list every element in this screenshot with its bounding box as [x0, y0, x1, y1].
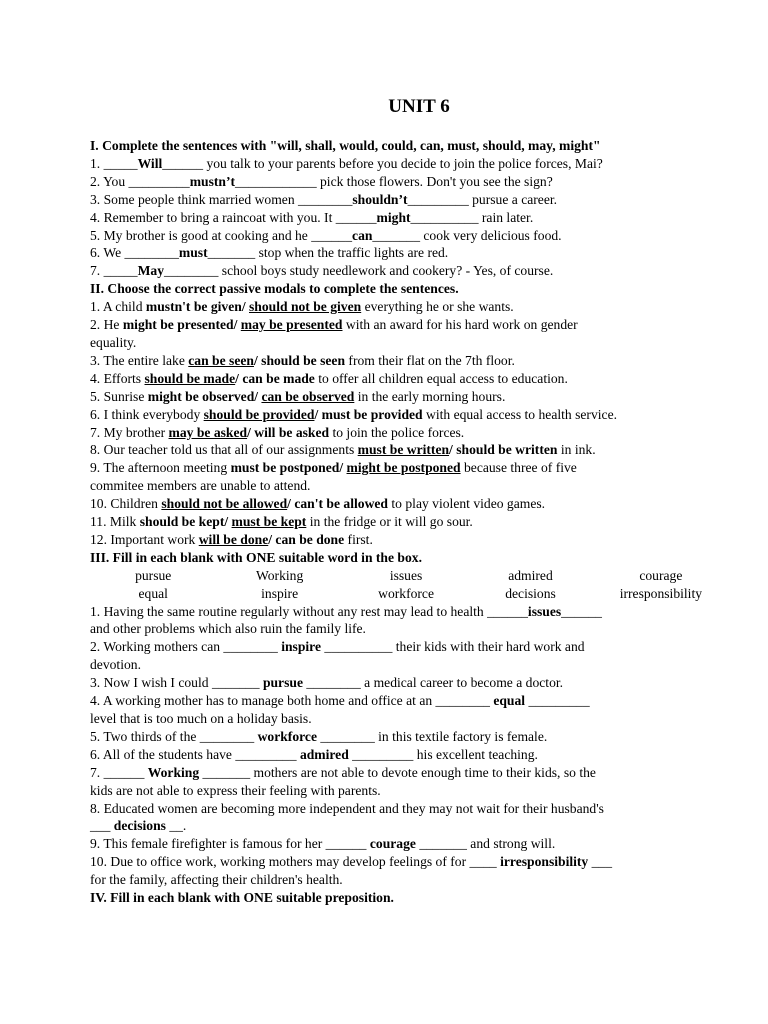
exercise-3-item: [90, 638, 730, 656]
item-text: 5. Sunrise: [90, 388, 148, 404]
word-box-word: issues: [389, 567, 423, 583]
exercise-3-item: [90, 656, 730, 674]
item-text: 9. This female firefighter is famous for her ______: [90, 836, 370, 852]
item-text: 12. Important work: [90, 531, 199, 547]
section-2-items: [90, 298, 730, 549]
item-text: 11. Milk: [90, 514, 140, 530]
exercise-3-item: [90, 692, 730, 710]
unit-title: UNIT 6: [388, 96, 450, 117]
item-text: ___: [588, 854, 613, 870]
option: should be written: [456, 442, 558, 458]
exercise-2-item: [90, 334, 730, 352]
exercise-2-item: [90, 495, 730, 513]
word-box-word: Working: [256, 567, 304, 583]
item-text: 4. A working mother has to manage both home and office at an ________: [90, 693, 494, 709]
word-box-word: inspire: [261, 585, 299, 601]
item-text: devotion.: [90, 657, 141, 673]
item-text: 1. Having the same routine regularly without any rest may lead to health ______: [90, 603, 528, 619]
item-text: 4. Efforts: [90, 370, 145, 386]
item-text: 4. Remember to bring a raincoat with you. It ______: [90, 209, 377, 225]
item-text: _________ his excellent teaching.: [348, 746, 538, 762]
answer: May: [137, 263, 165, 279]
item-text: _______ mothers are not able to devote enough time to their kids, so the: [199, 764, 596, 780]
option-separator: /: [233, 317, 241, 333]
item-text: commitee members are unable to attend.: [90, 478, 311, 494]
exercise-1-item: [90, 262, 730, 280]
item-text: 1. _____: [90, 155, 138, 171]
answer: equal: [493, 693, 526, 709]
exercise-1-item: [90, 173, 730, 191]
section-3-items: [90, 603, 730, 890]
option-separator: /: [314, 406, 322, 422]
exercise-2-item: [90, 298, 730, 316]
item-text: __________ their kids with their hard work and: [321, 639, 585, 655]
item-text: 1. A child: [90, 299, 146, 315]
section-4-heading: IV. Fill in each blank with ONE suitable preposition.: [90, 890, 394, 906]
answer: mustn’t: [189, 173, 236, 189]
item-text: from their flat on the 7th floor.: [345, 352, 515, 368]
option-separator: /: [235, 370, 243, 386]
item-text: 6. I think everybody: [90, 406, 204, 422]
option: mustn't be given: [145, 299, 242, 315]
exercise-2-item: [90, 531, 730, 549]
correct-option: must be kept: [231, 514, 307, 530]
item-text: ____________ pick those flowers. Don't you see the sign?: [235, 173, 553, 189]
item-text: ___: [90, 818, 114, 834]
exercise-2-item: [90, 459, 730, 477]
answer: Working: [147, 764, 200, 780]
word-box-row: [90, 567, 730, 585]
item-text: in the fridge or it will go sour.: [306, 514, 473, 530]
worksheet-page: [90, 96, 730, 907]
item-text: to offer all children equal access to education.: [314, 370, 568, 386]
item-text: _________: [525, 693, 590, 709]
answer: workforce: [257, 728, 317, 744]
item-text: equality.: [90, 334, 137, 350]
word-box-word: equal: [138, 585, 168, 601]
exercise-2-item: [90, 477, 730, 495]
item-text: 3. The entire lake: [90, 352, 189, 368]
item-text: and other problems which also ruin the family life.: [90, 621, 366, 637]
exercise-3-item: [90, 853, 730, 871]
exercise-3-item: [90, 835, 730, 853]
item-text: __.: [165, 818, 187, 834]
item-text: first.: [344, 531, 373, 547]
option-separator: /: [254, 388, 262, 404]
item-text: 6. We ________: [90, 245, 179, 261]
item-text: 8. Our teacher told us that all of our assignments: [90, 442, 358, 458]
option: can't be allowed: [294, 496, 388, 512]
exercise-2-item: [90, 370, 730, 388]
item-text: 10. Due to office work, working mothers may develop feelings of for ____: [90, 854, 501, 870]
item-text: everything he or she wants.: [361, 299, 514, 315]
item-text: level that is too much on a holiday basis.: [90, 711, 312, 726]
word-box-row: [90, 585, 730, 603]
option-separator: /: [449, 442, 457, 458]
word-box-word: workforce: [378, 585, 434, 601]
item-text: ________ school boys study needlework and cookery? - Yes, of course.: [164, 263, 554, 279]
answer: issues: [527, 603, 562, 619]
item-text: 6. All of the students have _________: [90, 746, 300, 762]
correct-option: should not be allowed: [161, 496, 288, 512]
item-text: 2. You _________: [90, 173, 190, 189]
section-2-heading: II. Choose the correct passive modals to complete the sentences.: [90, 281, 459, 297]
exercise-3-item: [90, 620, 730, 638]
correct-option: must be written: [357, 442, 450, 458]
word-box: [90, 567, 730, 603]
exercise-3-item: [90, 710, 730, 728]
item-text: in the early morning hours.: [354, 388, 506, 404]
correct-option: should be provided: [203, 406, 315, 422]
item-text: _______ stop when the traffic lights are red.: [207, 245, 449, 261]
correct-option: will be done: [198, 531, 269, 547]
answer: inspire: [281, 639, 322, 655]
item-text: ________ in this textile factory is female.: [316, 728, 548, 744]
exercise-3-item: [90, 800, 730, 818]
answer: must: [178, 245, 208, 261]
option: can be made: [242, 370, 315, 386]
item-text: to play violent video games.: [388, 496, 546, 512]
option: might be observed: [147, 388, 255, 404]
option: will be asked: [254, 424, 330, 440]
exercise-3-item: [90, 746, 730, 764]
answer: Will: [137, 155, 163, 171]
exercise-2-item: [90, 424, 730, 442]
item-text: _______ cook very delicious food.: [372, 227, 562, 243]
answer: courage: [369, 836, 416, 852]
exercise-1-item: [90, 155, 730, 173]
exercise-3-item: [90, 674, 730, 692]
exercise-2-item: [90, 406, 730, 424]
correct-option: should not be given: [249, 299, 362, 315]
exercise-3-item: [90, 817, 730, 835]
option-separator: /: [241, 299, 249, 315]
item-text: ______ you talk to your parents before you decide to join the police forces, Mai?: [162, 155, 603, 171]
item-text: 2. Working mothers can ________: [90, 639, 282, 655]
item-text: 8. Educated women are becoming more independent and they may not wait for their husband's: [90, 800, 604, 816]
item-text: to join the police forces.: [329, 424, 465, 440]
item-text: for the family, affecting their children's health.: [90, 872, 343, 888]
exercise-2-item: [90, 352, 730, 370]
item-text: 10. Children: [90, 496, 162, 512]
item-text: 5. Two thirds of the ________: [90, 728, 258, 744]
item-text: ________ a medical career to become a doctor.: [302, 675, 564, 691]
item-text: 7. ______: [90, 764, 148, 780]
exercise-2-item: [90, 513, 730, 531]
correct-option: might be postponed: [346, 460, 461, 476]
correct-option: should be made: [144, 370, 236, 386]
item-text: 3. Some people think married women ________: [90, 191, 353, 207]
item-text: with equal access to health service.: [422, 406, 617, 422]
answer: can: [352, 227, 373, 243]
option-separator: /: [253, 352, 262, 368]
option: might be presented: [122, 317, 234, 333]
correct-option: may be presented: [240, 317, 343, 333]
exercise-3-item: [90, 764, 730, 782]
section-3-heading: III. Fill in each blank with ONE suitable word in the box.: [90, 549, 422, 565]
answer: pursue: [262, 675, 303, 691]
item-text: because three of five: [460, 460, 577, 476]
option: can be done: [275, 531, 345, 547]
item-text: kids are not able to express their feeling with parents.: [90, 782, 381, 798]
word-box-word: irresponsibility: [619, 585, 703, 601]
answer: admired: [299, 746, 349, 762]
section-1-items: [90, 155, 730, 280]
exercise-1-item: [90, 244, 730, 262]
option-separator: /: [268, 531, 276, 547]
answer: shouldn’t: [352, 191, 408, 207]
item-text: _______ and strong will.: [415, 836, 556, 852]
option: should be seen: [261, 352, 346, 368]
answer: irresponsibility: [500, 854, 589, 870]
item-text: 7. _____: [90, 263, 138, 279]
exercise-3-item: [90, 603, 730, 621]
exercise-1-item: [90, 191, 730, 209]
option-separator: /: [339, 460, 347, 476]
section-1-heading: I. Complete the sentences with "will, shall, would, could, can, must, should, may, might": [90, 138, 601, 153]
option: must be postponed: [230, 460, 340, 476]
answer: might: [376, 209, 411, 225]
exercise-2-item: [90, 316, 730, 334]
item-text: _________ pursue a career.: [407, 191, 558, 207]
item-text: 7. My brother: [90, 424, 169, 440]
word-box-word: courage: [639, 567, 683, 583]
option-separator: /: [224, 514, 232, 530]
item-text: with an award for his hard work on gender: [342, 317, 578, 333]
item-text: 2. He: [90, 317, 123, 333]
exercise-3-item: [90, 782, 730, 800]
option-separator: /: [287, 496, 295, 512]
item-text: ______: [561, 603, 602, 619]
item-text: 3. Now I wish I could _______: [90, 675, 263, 691]
word-box-word: admired: [508, 567, 553, 583]
option: should be kept: [139, 514, 225, 530]
exercise-3-item: [90, 728, 730, 746]
item-text: 5. My brother is good at cooking and he ______: [90, 227, 353, 243]
exercise-2-item: [90, 388, 730, 406]
option-separator: /: [247, 424, 255, 440]
item-text: 9. The afternoon meeting: [90, 460, 231, 476]
item-text: in ink.: [557, 442, 596, 458]
item-text: __________ rain later.: [410, 209, 534, 225]
answer: decisions: [113, 818, 166, 834]
correct-option: can be observed: [261, 388, 355, 404]
correct-option: may be asked: [168, 424, 248, 440]
option: must be provided: [321, 406, 423, 422]
correct-option: can be seen: [188, 352, 254, 368]
exercise-3-item: [90, 871, 730, 889]
word-box-word: pursue: [135, 567, 172, 583]
exercise-1-item: [90, 209, 730, 227]
exercise-2-item: [90, 441, 730, 459]
exercise-1-item: [90, 227, 730, 245]
word-box-word: decisions: [505, 585, 556, 601]
